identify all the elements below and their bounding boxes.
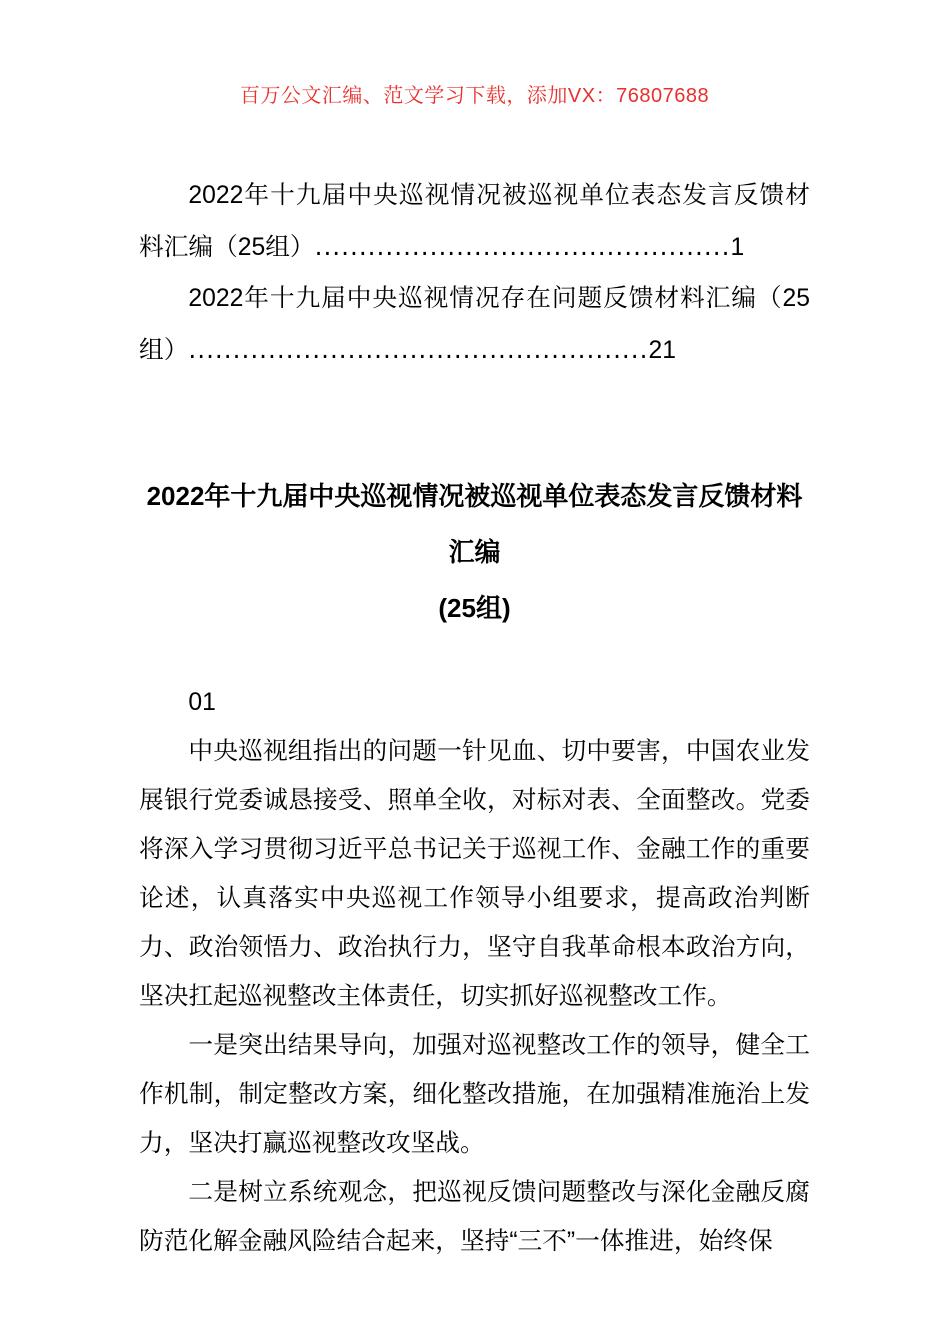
- document-title: [139, 468, 810, 636]
- toc-entry-1[interactable]: [139, 170, 810, 273]
- toc-entry-2-title: 2022年十九届中央巡视情况存在问题反馈材料汇编（25组）: [139, 285, 810, 364]
- paragraph-3: 二是树立系统观念，把巡视反馈问题整改与深化金融反腐防范化解金融风险结合起来，坚持“三不”一体推进，始终保: [139, 1179, 810, 1255]
- section-number: 01: [188, 689, 216, 716]
- paragraph-1: 中央巡视组指出的问题一针见血、切中要害，中国农业发展银行党委诚恳接受、照单全收，对标对表、全面整改。党委将深入学习贯彻习近平总书记关于巡视工作、金融工作的重要论述，认真落实中央巡视工作领导小组要求，提高政治判断力、政治领悟力、政治执行力，坚守自我革命根本政治方向，坚决扛起巡视整改主体责任，切实抓好巡视整改工作。: [139, 738, 810, 1010]
- toc-entry-2-leader-dots: ....................................................: [188, 335, 649, 364]
- promo-banner: 百万公文汇编、范文学习下载，添加VX：76807688: [239, 85, 710, 107]
- document-title-line-2: (25组): [438, 593, 511, 623]
- toc-entry-2[interactable]: [139, 273, 810, 376]
- document-title-line-1: 2022年十九届中央巡视情况被巡视单位表态发言反馈材料汇编: [146, 481, 803, 567]
- page-content: [139, 0, 810, 1266]
- toc-entry-2-page-number: 21: [648, 337, 676, 364]
- toc-entry-1-title: 2022年十九届中央巡视情况被巡视单位表态发言反馈材料汇编（25组）: [139, 182, 810, 261]
- toc-entry-1-page-number: 1: [730, 234, 745, 261]
- document-body: [139, 678, 810, 1266]
- paragraph-2: 一是突出结果导向，加强对巡视整改工作的领导，健全工作机制，制定整改方案，细化整改措施，在加强精准施治上发力，坚决打赢巡视整改攻坚战。: [139, 1032, 810, 1157]
- toc-entry-1-leader-dots: ...............................................: [314, 232, 731, 261]
- table-of-contents: [139, 170, 810, 376]
